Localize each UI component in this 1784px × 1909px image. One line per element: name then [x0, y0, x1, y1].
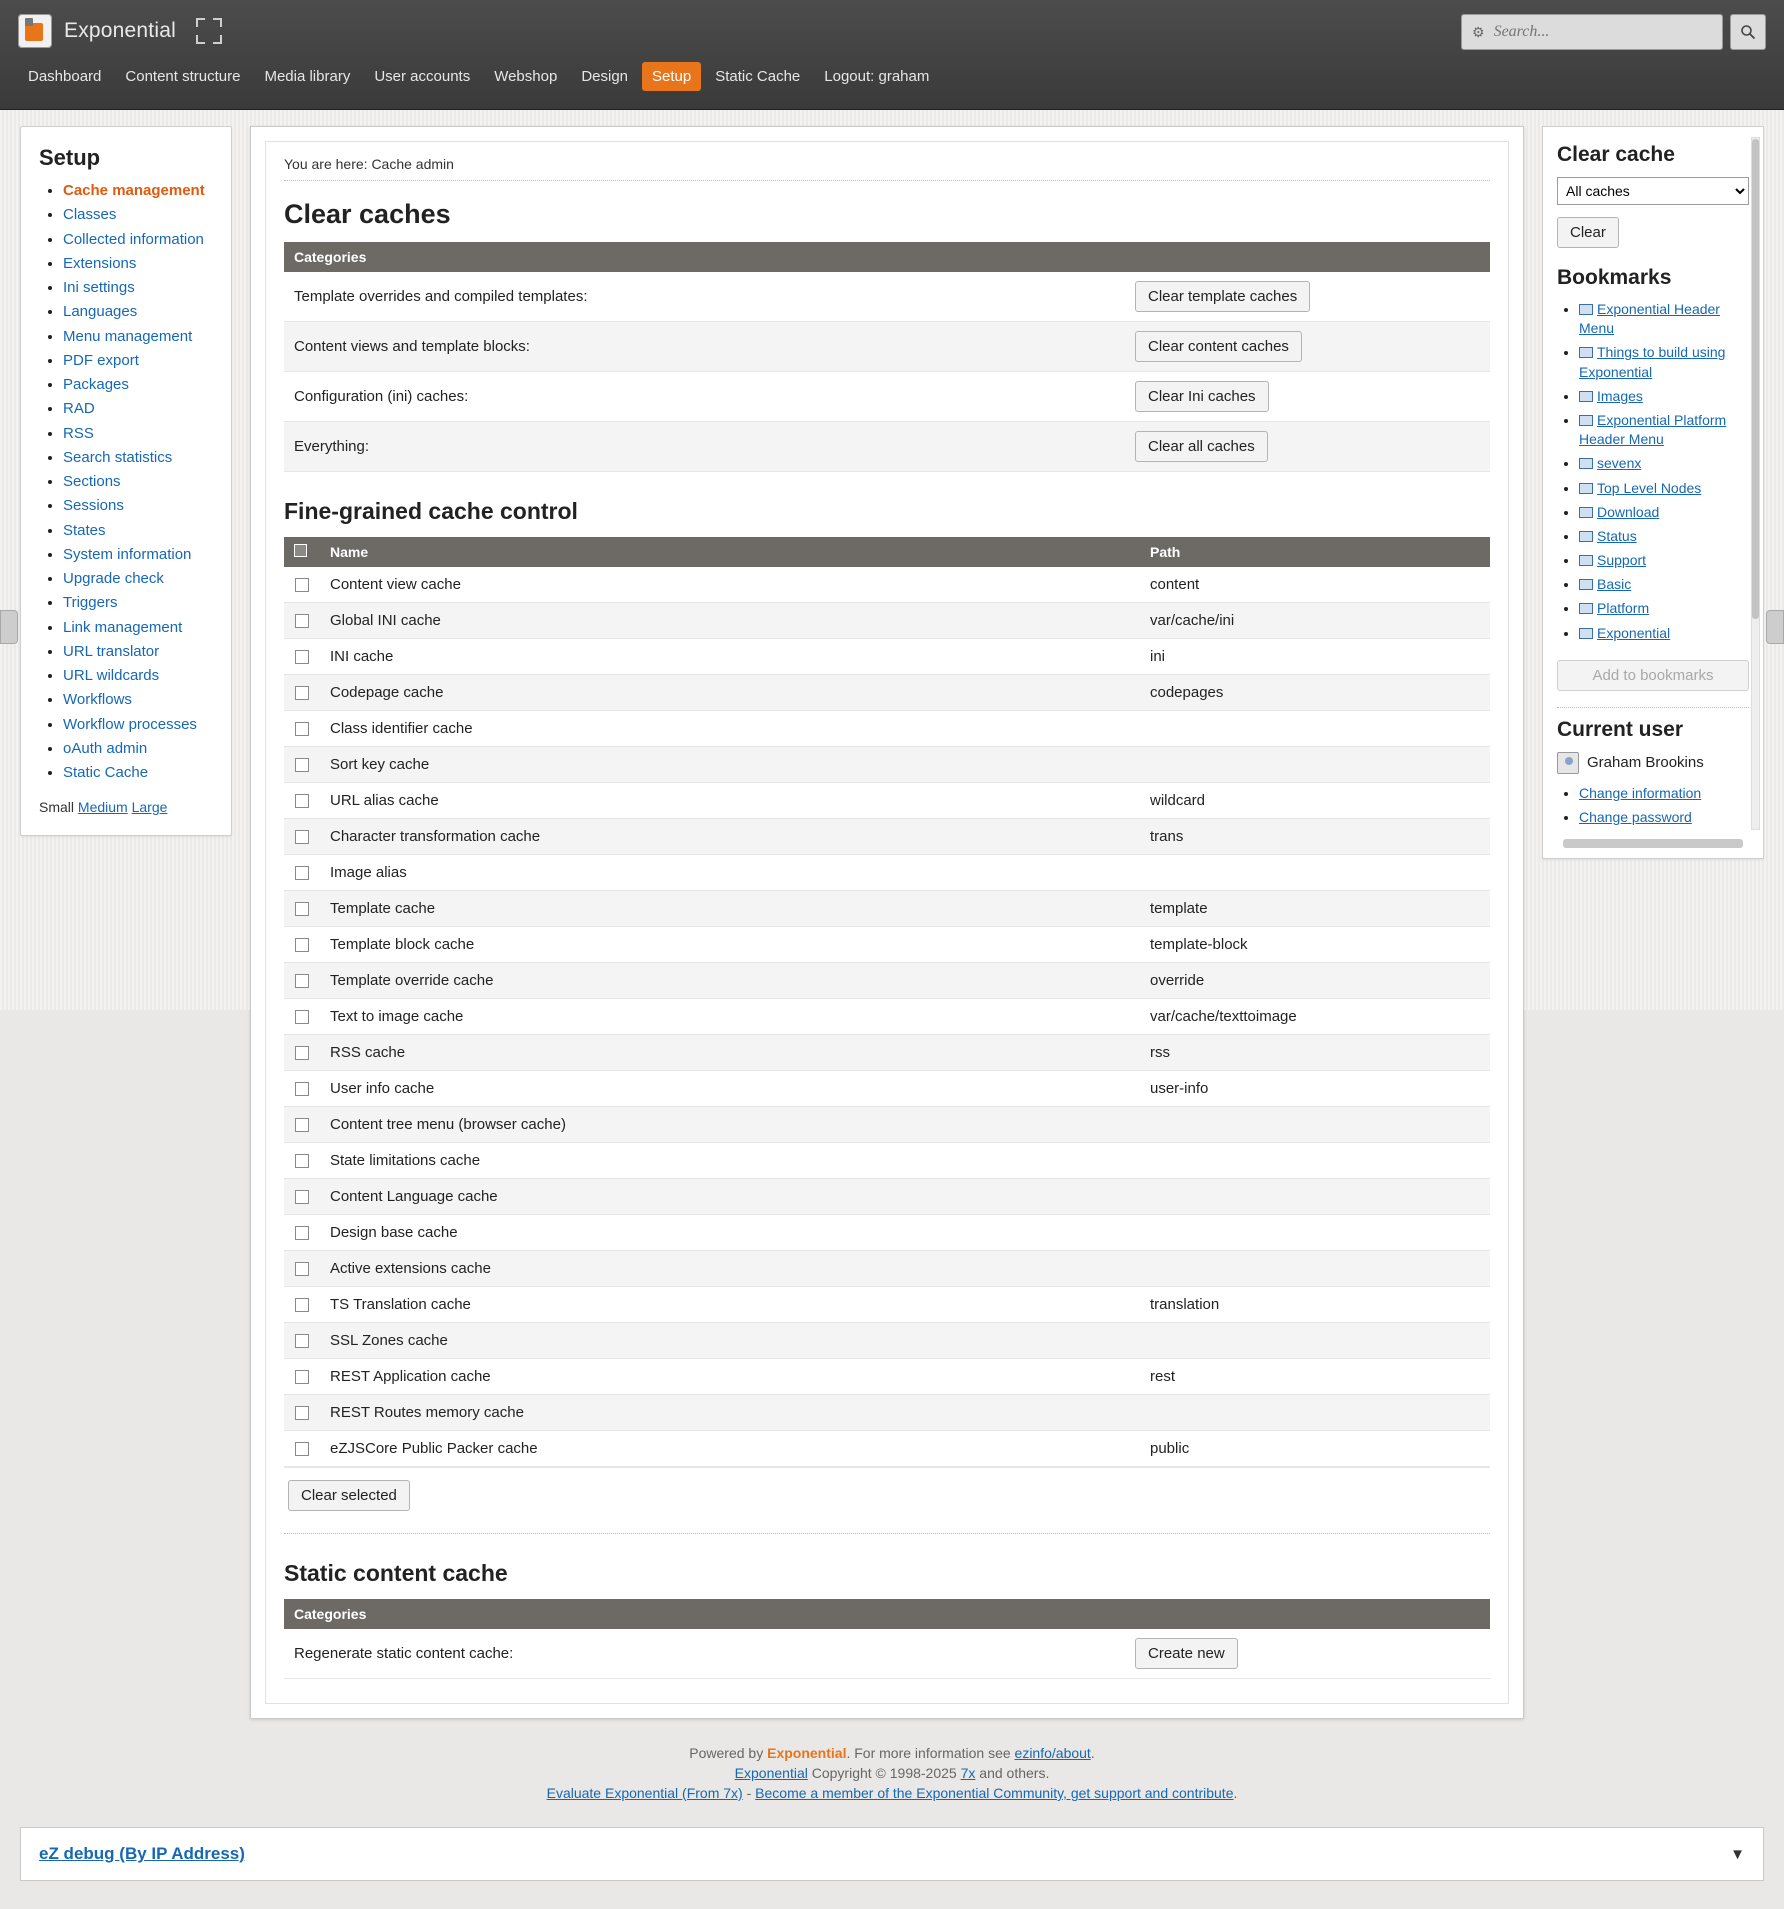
list-item [63, 496, 213, 516]
clear-all-caches-button[interactable]: Clear all caches [1135, 431, 1268, 462]
list-item [63, 618, 213, 638]
list-item [63, 593, 213, 613]
cache-name: SSL Zones cache [320, 1323, 1140, 1359]
sidebar-item-workflows[interactable]: Workflows [63, 691, 132, 709]
list-item [63, 569, 213, 589]
clear-selected-button[interactable]: Clear selected [288, 1480, 410, 1511]
bookmark-link[interactable]: Exponential Platform Header Menu [1579, 411, 1727, 448]
table-row [284, 1359, 1490, 1395]
cache-name: INI cache [320, 639, 1140, 675]
table-row [284, 1215, 1490, 1251]
list-item [63, 181, 213, 201]
row-checkbox[interactable] [295, 1298, 309, 1312]
menu-item-setup[interactable]: Setup [642, 62, 701, 91]
ezinfo-about-link[interactable]: ezinfo/about [1014, 1745, 1091, 1761]
row-label: Regenerate static content cache: [284, 1629, 1125, 1679]
column-header-actions [1125, 1599, 1490, 1629]
sidebar-item-collected-information[interactable]: Collected information [63, 230, 204, 248]
bookmarks-list [1557, 300, 1749, 643]
sidebar-item-packages[interactable]: Packages [63, 376, 129, 393]
table-row [284, 1071, 1490, 1107]
search-icon [1740, 24, 1756, 40]
row-checkbox[interactable] [295, 1118, 309, 1132]
row-checkbox[interactable] [295, 1190, 309, 1204]
list-item [63, 545, 213, 565]
sidebar-title: Setup [39, 145, 101, 170]
cache-path [1140, 1251, 1490, 1287]
sidebar-item-states[interactable]: States [63, 521, 106, 539]
cache-name: Class identifier cache [320, 711, 1140, 747]
row-checkbox[interactable] [295, 1262, 309, 1276]
cache-path [1140, 1323, 1490, 1359]
sidebar-item-url-translator[interactable]: URL translator [63, 642, 160, 660]
cache-name: Content view cache [320, 567, 1140, 603]
table-row [284, 1431, 1490, 1467]
bookmark-icon [1579, 458, 1593, 469]
ez-debug-link[interactable]: eZ debug (By IP Address) [39, 1844, 245, 1863]
sidebar-item-rad[interactable]: RAD [63, 400, 95, 418]
list-item [1579, 624, 1749, 643]
row-label: Content views and template blocks: [284, 322, 1125, 372]
size-large[interactable]: Large [131, 799, 168, 816]
bookmark-icon [1579, 628, 1593, 639]
row-checkbox[interactable] [295, 578, 309, 592]
sidebar-item-languages[interactable]: Languages [63, 303, 138, 321]
sidebar-item-static-cache[interactable]: Static Cache [63, 764, 149, 781]
sidebar-item-sections[interactable]: Sections [63, 473, 121, 490]
footer [0, 1719, 1784, 1813]
sidebar-item-triggers[interactable]: Triggers [63, 594, 118, 612]
table-row [284, 747, 1490, 783]
sidebar-item-oauth-admin[interactable]: oAuth admin [63, 739, 148, 757]
column-header-categories: Categories [284, 1599, 1125, 1629]
footer-7x-link[interactable]: 7x [960, 1765, 976, 1781]
gear-icon[interactable]: ⚙ [1472, 23, 1485, 40]
list-item [63, 763, 213, 783]
cache-name: Content tree menu (browser cache) [320, 1107, 1140, 1143]
cache-path [1140, 747, 1490, 783]
menu-item-webshop[interactable]: Webshop [494, 68, 558, 85]
sidebar-item-extensions[interactable]: Extensions [63, 254, 137, 272]
sidebar-item-link-management[interactable]: Link management [63, 618, 183, 636]
list-item [63, 399, 213, 419]
table-row [284, 372, 1490, 422]
sidebar-item-search-statistics[interactable]: Search statistics [63, 448, 173, 466]
chevron-down-icon[interactable]: ▼ [1730, 1845, 1745, 1863]
bookmark-link[interactable]: Images [1597, 387, 1643, 404]
list-item [63, 690, 213, 710]
column-header-categories: Categories [284, 242, 1125, 272]
cache-path: translation [1140, 1287, 1490, 1323]
cache-path: codepages [1140, 675, 1490, 711]
table-row [284, 783, 1490, 819]
cache-name: REST Application cache [320, 1359, 1140, 1395]
list-item [63, 375, 213, 395]
row-checkbox[interactable] [295, 758, 309, 772]
clear-cache-title: Clear cache [1557, 143, 1675, 166]
list-item [63, 230, 213, 250]
table-row [284, 1629, 1490, 1679]
cache-path: rss [1140, 1035, 1490, 1071]
clear-template-caches-button[interactable]: Clear template caches [1135, 281, 1310, 312]
cache-path: var/cache/ini [1140, 603, 1490, 639]
list-item [1579, 343, 1749, 381]
divider [284, 1533, 1490, 1534]
current-user-name: Graham Brookins [1587, 754, 1704, 772]
list-item [1579, 784, 1749, 803]
list-item [1579, 808, 1749, 827]
footer-copyright-suffix: and others. [975, 1765, 1050, 1781]
static-cache-table [284, 1599, 1490, 1679]
cache-name: Character transformation cache [320, 819, 1140, 855]
menu-item-dashboard[interactable]: Dashboard [28, 68, 102, 85]
list-item [1579, 527, 1749, 546]
cache-name: State limitations cache [320, 1143, 1140, 1179]
left-panel-toggle[interactable] [0, 610, 18, 644]
sidebar-item-classes[interactable]: Classes [63, 206, 117, 224]
list-item [63, 205, 213, 225]
cache-name: Text to image cache [320, 999, 1140, 1035]
cache-name: Global INI cache [320, 603, 1140, 639]
bookmark-icon [1579, 579, 1593, 590]
table-row [284, 1251, 1490, 1287]
footer-separator: - [742, 1785, 756, 1801]
cache-name: REST Routes memory cache [320, 1395, 1140, 1431]
bookmark-link[interactable]: Basic [1597, 576, 1632, 593]
cache-name: TS Translation cache [320, 1287, 1140, 1323]
clear-caches-table [284, 242, 1490, 472]
bookmark-icon [1579, 603, 1593, 614]
cache-scope-select[interactable] [1557, 177, 1749, 205]
footer-powered-mid: . For more information see [846, 1745, 1015, 1761]
fullscreen-icon[interactable] [196, 18, 222, 44]
footer-line3-suffix: . [1233, 1785, 1238, 1801]
cache-path: var/cache/texttoimage [1140, 999, 1490, 1035]
search-box[interactable] [1461, 14, 1723, 50]
cache-path [1140, 711, 1490, 747]
cache-path [1140, 855, 1490, 891]
cache-path: template-block [1140, 927, 1490, 963]
table-row [284, 322, 1490, 372]
row-checkbox[interactable] [295, 938, 309, 952]
cache-path [1140, 1179, 1490, 1215]
right-sidebar [1532, 126, 1784, 859]
table-row [284, 1107, 1490, 1143]
bookmark-link[interactable]: Status [1597, 527, 1637, 544]
cache-name: Template cache [320, 891, 1140, 927]
menu-item-user-accounts[interactable]: User accounts [374, 68, 471, 85]
list-item [63, 351, 213, 371]
list-item [63, 739, 213, 759]
clear-content-caches-button[interactable]: Clear content caches [1135, 331, 1302, 362]
row-checkbox[interactable] [295, 794, 309, 808]
right-panel-toggle[interactable] [1766, 610, 1784, 644]
row-checkbox[interactable] [295, 1406, 309, 1420]
row-checkbox[interactable] [295, 1334, 309, 1348]
debug-bar[interactable] [20, 1827, 1764, 1881]
menu-item-content-structure[interactable]: Content structure [125, 68, 241, 85]
list-item [63, 521, 213, 541]
menu-item-logout[interactable]: Logout: graham [824, 68, 930, 85]
sidebar-item-url-wildcards[interactable]: URL wildcards [63, 667, 160, 684]
row-checkbox[interactable] [295, 614, 309, 628]
list-item [63, 715, 213, 735]
sidebar [0, 126, 242, 836]
cache-name: Content Language cache [320, 1179, 1140, 1215]
logo-icon [18, 14, 52, 48]
list-item [63, 472, 213, 492]
logo-text: Exponential [64, 19, 176, 42]
fine-grained-title: Fine-grained cache control [284, 498, 578, 524]
sidebar-item-system-information[interactable]: System information [63, 545, 192, 563]
bookmark-link[interactable]: Top Level Nodes [1597, 479, 1702, 496]
bookmark-icon [1579, 483, 1593, 494]
row-checkbox[interactable] [295, 974, 309, 988]
cache-name: User info cache [320, 1071, 1140, 1107]
top-bar [0, 0, 1784, 110]
cache-name: RSS cache [320, 1035, 1140, 1071]
community-link[interactable]: Become a member of the Exponential Community, get support and contribute [755, 1785, 1234, 1801]
row-checkbox[interactable] [295, 722, 309, 736]
bookmarks-title: Bookmarks [1557, 266, 1672, 289]
row-checkbox[interactable] [295, 1370, 309, 1384]
cache-path [1140, 1215, 1490, 1251]
row-checkbox[interactable] [295, 866, 309, 880]
menu-item-static-cache[interactable]: Static Cache [715, 68, 801, 85]
setup-panel [20, 126, 232, 836]
cache-path: template [1140, 891, 1490, 927]
row-checkbox[interactable] [295, 1226, 309, 1240]
table-row [284, 819, 1490, 855]
list-item [1579, 300, 1749, 338]
change-information-link[interactable]: Change information [1579, 784, 1702, 801]
sidebar-item-upgrade-check[interactable]: Upgrade check [63, 570, 164, 587]
bookmark-icon [1579, 415, 1593, 426]
list-item [63, 666, 213, 686]
size-medium[interactable]: Medium [77, 799, 128, 816]
table-row [284, 1287, 1490, 1323]
avatar [1557, 752, 1579, 774]
cache-name: Active extensions cache [320, 1251, 1140, 1287]
cache-name: Template override cache [320, 963, 1140, 999]
table-row [284, 711, 1490, 747]
table-row [284, 1143, 1490, 1179]
row-checkbox[interactable] [295, 1154, 309, 1168]
main-content [242, 126, 1532, 1719]
cache-name: Sort key cache [320, 747, 1140, 783]
menu-item-design[interactable]: Design [581, 68, 629, 85]
sidebar-item-sessions[interactable]: Sessions [63, 497, 124, 515]
footer-copyright: Copyright © 1998-2025 [807, 1765, 961, 1781]
cache-path: user-info [1140, 1071, 1490, 1107]
list-item [63, 278, 213, 298]
list-item [1579, 411, 1749, 449]
table-row [284, 675, 1490, 711]
cache-path [1140, 1107, 1490, 1143]
add-to-bookmarks-button[interactable]: Add to bookmarks [1557, 660, 1749, 691]
sidebar-list [39, 181, 213, 783]
cache-path: override [1140, 963, 1490, 999]
table-row [284, 1179, 1490, 1215]
row-label: Template overrides and compiled templates: [284, 272, 1125, 322]
table-row [284, 1035, 1490, 1071]
bookmark-link[interactable]: Exponential [1597, 624, 1671, 641]
static-cache-title: Static content cache [284, 1560, 508, 1586]
cache-path: content [1140, 567, 1490, 603]
table-row [284, 855, 1490, 891]
cache-name: URL alias cache [320, 783, 1140, 819]
footer-powered-prefix: Powered by [689, 1745, 768, 1761]
column-header-name: Name [320, 537, 1140, 567]
row-checkbox[interactable] [295, 1442, 309, 1456]
list-item [63, 254, 213, 274]
fine-grained-rows [284, 567, 1490, 1467]
list-item [1579, 599, 1749, 618]
clear-ini-caches-button[interactable]: Clear Ini caches [1135, 381, 1269, 412]
sidebar-item-pdf-export[interactable]: PDF export [63, 351, 139, 369]
evaluate-link[interactable]: Evaluate Exponential (From 7x) [546, 1785, 743, 1801]
bookmark-link[interactable]: Download [1597, 503, 1660, 520]
panel-horizontal-scrollbar[interactable] [1563, 839, 1743, 848]
table-row [284, 639, 1490, 675]
user-links [1557, 784, 1749, 827]
list-item [1579, 503, 1749, 522]
row-label: Configuration (ini) caches: [284, 372, 1125, 422]
bookmark-link[interactable]: Support [1597, 552, 1647, 569]
bookmark-link[interactable]: sevenx [1597, 455, 1642, 472]
font-size-switcher [39, 799, 213, 815]
search-button[interactable] [1730, 14, 1766, 50]
cache-name: Template block cache [320, 927, 1140, 963]
breadcrumb: You are here: Cache admin [284, 156, 1490, 181]
bookmark-icon [1579, 304, 1593, 315]
list-item [63, 448, 213, 468]
row-checkbox[interactable] [295, 1082, 309, 1096]
list-item [1579, 387, 1749, 406]
sidebar-item-rss[interactable]: RSS [63, 424, 94, 442]
cache-path [1140, 1143, 1490, 1179]
cache-path: ini [1140, 639, 1490, 675]
list-item [1579, 575, 1749, 594]
list-item [1579, 479, 1749, 498]
footer-powered-suffix: . [1090, 1745, 1095, 1761]
list-item [1579, 454, 1749, 473]
table-row [284, 963, 1490, 999]
bookmark-link[interactable]: Things to build using Exponential [1579, 344, 1726, 380]
select-all-icon[interactable] [284, 537, 320, 567]
sidebar-item-ini-settings[interactable]: Ini settings [63, 279, 135, 296]
sidebar-item-cache-management[interactable]: Cache management [63, 182, 205, 199]
table-row [284, 999, 1490, 1035]
cache-path: public [1140, 1431, 1490, 1467]
search-input[interactable] [1492, 22, 1712, 42]
footer-exponential-link[interactable]: Exponential [734, 1765, 808, 1781]
bookmark-icon [1579, 347, 1593, 358]
column-header-actions [1125, 242, 1490, 272]
sidebar-item-menu-management[interactable]: Menu management [63, 327, 193, 345]
cache-path: wildcard [1140, 783, 1490, 819]
change-password-link[interactable]: Change password [1579, 809, 1692, 825]
row-checkbox[interactable] [295, 830, 309, 844]
cache-path: trans [1140, 819, 1490, 855]
cache-name: eZJSCore Public Packer cache [320, 1431, 1140, 1467]
bookmark-icon [1579, 507, 1593, 518]
row-checkbox[interactable] [295, 650, 309, 664]
panel-scrollbar-thumb[interactable] [1752, 139, 1759, 619]
main-menu [0, 48, 1784, 91]
cache-name: Image alias [320, 855, 1140, 891]
current-user-title: Current user [1557, 717, 1684, 741]
menu-item-media-library[interactable]: Media library [264, 68, 351, 85]
table-row [284, 891, 1490, 927]
table-row [284, 603, 1490, 639]
row-checkbox[interactable] [295, 686, 309, 700]
cache-path: rest [1140, 1359, 1490, 1395]
bookmark-icon [1579, 555, 1593, 566]
row-label: Everything: [284, 422, 1125, 472]
row-checkbox[interactable] [295, 1046, 309, 1060]
clear-button[interactable]: Clear [1557, 217, 1619, 248]
bookmark-link[interactable]: Exponential Header Menu [1579, 301, 1720, 337]
table-row [284, 927, 1490, 963]
bookmark-link[interactable]: Platform [1597, 600, 1650, 617]
list-item [63, 302, 213, 322]
size-small[interactable]: Small [39, 799, 75, 816]
list-item [63, 642, 213, 662]
page-title: Clear caches [284, 199, 451, 229]
divider [1557, 707, 1749, 708]
list-item [1579, 551, 1749, 570]
list-item [63, 424, 213, 444]
cache-name: Design base cache [320, 1215, 1140, 1251]
list-item [63, 327, 213, 347]
row-checkbox[interactable] [295, 902, 309, 916]
table-row [284, 567, 1490, 603]
page-body [0, 110, 1784, 1909]
table-row [284, 1323, 1490, 1359]
create-new-button[interactable]: Create new [1135, 1638, 1238, 1669]
fine-grained-table [284, 537, 1490, 1467]
sidebar-item-workflow-processes[interactable]: Workflow processes [63, 715, 197, 733]
right-panel [1542, 126, 1764, 859]
bookmark-icon [1579, 531, 1593, 542]
table-row [284, 272, 1490, 322]
footer-brand: Exponential [767, 1745, 847, 1761]
table-row [284, 1395, 1490, 1431]
cache-name: Codepage cache [320, 675, 1140, 711]
column-header-path: Path [1140, 537, 1490, 567]
cache-path [1140, 1395, 1490, 1431]
row-checkbox[interactable] [295, 1010, 309, 1024]
bookmark-icon [1579, 391, 1593, 402]
table-row [284, 422, 1490, 472]
